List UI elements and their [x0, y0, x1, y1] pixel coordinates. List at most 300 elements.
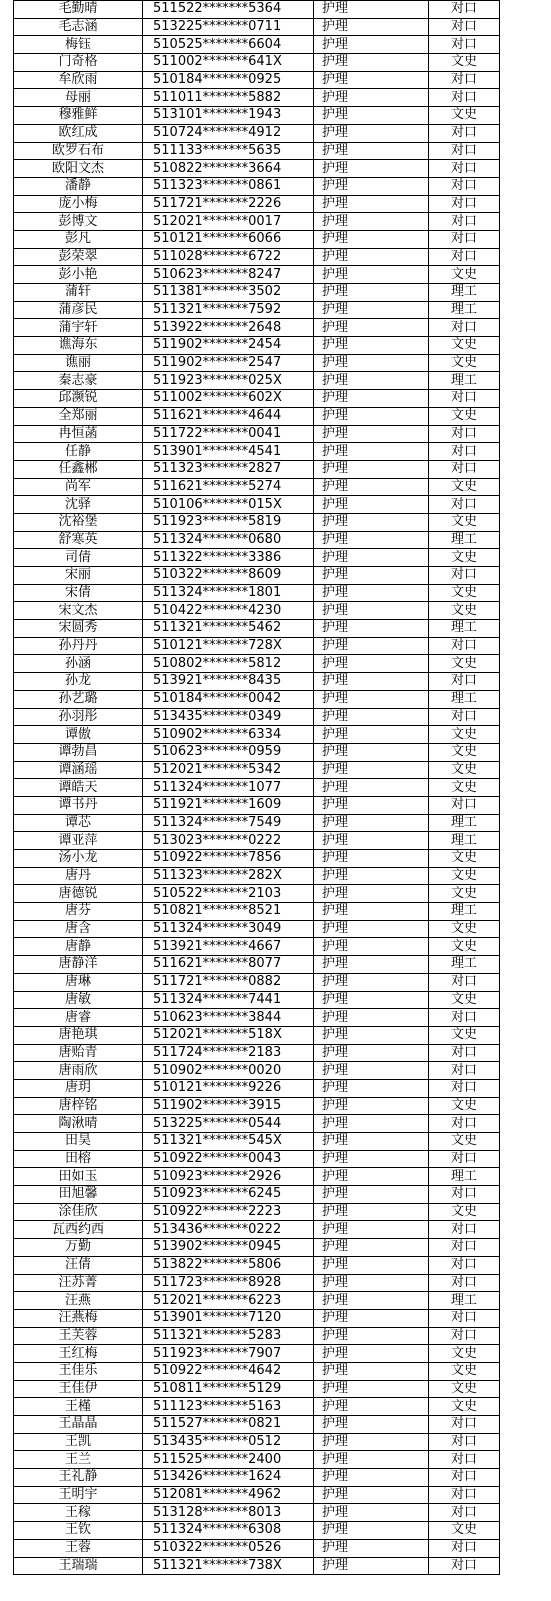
admission-category-cell: 对口 — [429, 796, 500, 814]
major-cell: 护理 — [314, 1398, 429, 1416]
table-row — [14, 991, 500, 1009]
table-row — [14, 1522, 500, 1540]
student-name-cell: 王礼静 — [14, 1469, 143, 1487]
admission-category-cell: 对口 — [429, 973, 500, 991]
table-row — [14, 673, 500, 691]
table-row — [14, 107, 500, 125]
table-row — [14, 549, 500, 567]
major-cell: 护理 — [314, 124, 429, 142]
major-cell: 护理 — [314, 1062, 429, 1080]
major-cell: 护理 — [314, 531, 429, 549]
student-name-cell: 唐丹 — [14, 867, 143, 885]
table-row — [14, 71, 500, 89]
table-row — [14, 337, 500, 355]
student-name-cell: 宋文杰 — [14, 602, 143, 620]
table-row — [14, 655, 500, 673]
major-cell: 护理 — [314, 248, 429, 266]
admission-category-cell: 文史 — [429, 885, 500, 903]
student-name-cell: 谭书丹 — [14, 796, 143, 814]
id-number-cell: 513436*******0222 — [143, 1221, 314, 1239]
admission-category-cell: 对口 — [429, 443, 500, 461]
major-cell: 护理 — [314, 213, 429, 231]
admission-category-cell: 文史 — [429, 867, 500, 885]
student-name-cell: 唐静洋 — [14, 956, 143, 974]
admission-category-cell: 文史 — [429, 743, 500, 761]
major-cell: 护理 — [314, 1274, 429, 1292]
table-row — [14, 1239, 500, 1257]
student-name-cell: 孙艺璐 — [14, 690, 143, 708]
major-cell: 护理 — [314, 1115, 429, 1133]
major-cell: 护理 — [314, 478, 429, 496]
admission-category-cell: 对口 — [429, 1256, 500, 1274]
admission-category-cell: 文史 — [429, 584, 500, 602]
table-row — [14, 1451, 500, 1469]
table-row — [14, 920, 500, 938]
table-row — [14, 213, 500, 231]
table-row — [14, 160, 500, 178]
admission-category-cell: 对口 — [429, 460, 500, 478]
id-number-cell: 511923*******5819 — [143, 513, 314, 531]
admission-category-cell: 理工 — [429, 690, 500, 708]
major-cell: 护理 — [314, 1486, 429, 1504]
table-row — [14, 1486, 500, 1504]
student-name-cell: 唐玥 — [14, 1079, 143, 1097]
table-row — [14, 1345, 500, 1363]
admission-category-cell: 文史 — [429, 920, 500, 938]
table-row — [14, 124, 500, 142]
major-cell: 护理 — [314, 1079, 429, 1097]
id-number-cell: 510902*******0020 — [143, 1062, 314, 1080]
student-name-cell: 梅钰 — [14, 36, 143, 54]
id-number-cell: 512021*******0017 — [143, 213, 314, 231]
id-number-cell: 513921*******4667 — [143, 938, 314, 956]
id-number-cell: 510902*******6334 — [143, 726, 314, 744]
id-number-cell: 512021*******518X — [143, 1026, 314, 1044]
admission-category-cell: 对口 — [429, 1274, 500, 1292]
table-row — [14, 832, 500, 850]
major-cell: 护理 — [314, 1522, 429, 1540]
student-name-cell: 唐艳琪 — [14, 1026, 143, 1044]
major-cell: 护理 — [314, 1026, 429, 1044]
student-name-cell: 母丽 — [14, 89, 143, 107]
id-number-cell: 511525*******2400 — [143, 1451, 314, 1469]
id-number-cell: 510923*******6245 — [143, 1186, 314, 1204]
major-cell: 护理 — [314, 337, 429, 355]
id-number-cell: 511321*******5462 — [143, 620, 314, 638]
major-cell: 护理 — [314, 54, 429, 72]
table-row — [14, 867, 500, 885]
id-number-cell: 510821*******8521 — [143, 903, 314, 921]
table-row — [14, 142, 500, 160]
table-row — [14, 1433, 500, 1451]
table-row — [14, 460, 500, 478]
admission-category-cell: 文史 — [429, 54, 500, 72]
admission-category-cell: 文史 — [429, 850, 500, 868]
major-cell: 护理 — [314, 1504, 429, 1522]
student-name-cell: 宋圆秀 — [14, 620, 143, 638]
id-number-cell: 510923*******2926 — [143, 1168, 314, 1186]
student-name-cell: 唐芬 — [14, 903, 143, 921]
student-name-cell: 田如玉 — [14, 1168, 143, 1186]
table-row — [14, 248, 500, 266]
table-row — [14, 1469, 500, 1487]
student-name-cell: 唐梓铭 — [14, 1097, 143, 1115]
table-row — [14, 1, 500, 19]
id-number-cell: 510184*******0925 — [143, 71, 314, 89]
table-row — [14, 301, 500, 319]
admission-category-cell: 文史 — [429, 761, 500, 779]
student-name-cell: 唐贻青 — [14, 1044, 143, 1062]
admission-category-cell: 文史 — [429, 991, 500, 1009]
admission-category-cell: 对口 — [429, 1044, 500, 1062]
major-cell: 护理 — [314, 673, 429, 691]
table-row — [14, 89, 500, 107]
major-cell: 护理 — [314, 107, 429, 125]
table-row — [14, 1557, 500, 1575]
id-number-cell: 511724*******2183 — [143, 1044, 314, 1062]
student-name-cell: 唐含 — [14, 920, 143, 938]
student-name-cell: 王佳乐 — [14, 1362, 143, 1380]
admission-category-cell: 对口 — [429, 567, 500, 585]
id-number-cell: 511324*******6308 — [143, 1522, 314, 1540]
id-number-cell: 511621*******5274 — [143, 478, 314, 496]
id-number-cell: 510121*******6066 — [143, 230, 314, 248]
admission-category-cell: 文史 — [429, 602, 500, 620]
major-cell: 护理 — [314, 1345, 429, 1363]
table-row — [14, 478, 500, 496]
student-name-cell: 田榕 — [14, 1150, 143, 1168]
id-number-cell: 511323*******282X — [143, 867, 314, 885]
id-number-cell: 511902*******2547 — [143, 354, 314, 372]
admission-category-cell: 文史 — [429, 354, 500, 372]
student-name-cell: 欧红成 — [14, 124, 143, 142]
id-number-cell: 513225*******0711 — [143, 18, 314, 36]
major-cell: 护理 — [314, 372, 429, 390]
major-cell: 护理 — [314, 443, 429, 461]
id-number-cell: 513921*******8435 — [143, 673, 314, 691]
student-name-cell: 宋倩 — [14, 584, 143, 602]
admission-category-cell: 理工 — [429, 1292, 500, 1310]
student-name-cell: 汪燕 — [14, 1292, 143, 1310]
id-number-cell: 511321*******5283 — [143, 1327, 314, 1345]
table-row — [14, 1186, 500, 1204]
student-name-cell: 尚军 — [14, 478, 143, 496]
student-name-cell: 沈驿 — [14, 496, 143, 514]
table-row — [14, 1150, 500, 1168]
student-name-cell: 任静 — [14, 443, 143, 461]
major-cell: 护理 — [314, 1186, 429, 1204]
admission-category-cell: 文史 — [429, 1345, 500, 1363]
major-cell: 护理 — [314, 602, 429, 620]
major-cell: 护理 — [314, 1168, 429, 1186]
table-row — [14, 761, 500, 779]
admission-category-cell: 对口 — [429, 1079, 500, 1097]
table-row — [14, 266, 500, 284]
admission-category-cell: 文史 — [429, 1522, 500, 1540]
major-cell: 护理 — [314, 761, 429, 779]
admission-category-cell: 对口 — [429, 213, 500, 231]
table-row — [14, 407, 500, 425]
id-number-cell: 511921*******1609 — [143, 796, 314, 814]
admission-category-cell: 对口 — [429, 1433, 500, 1451]
id-number-cell: 510724*******4912 — [143, 124, 314, 142]
id-number-cell: 511321*******738X — [143, 1557, 314, 1575]
table-row — [14, 743, 500, 761]
student-name-cell: 谭皓天 — [14, 779, 143, 797]
admission-category-cell: 对口 — [429, 1539, 500, 1557]
major-cell: 护理 — [314, 743, 429, 761]
student-name-cell: 王瑞瑞 — [14, 1557, 143, 1575]
admission-category-cell: 对口 — [429, 71, 500, 89]
id-number-cell: 510422*******4230 — [143, 602, 314, 620]
admission-category-cell: 对口 — [429, 1062, 500, 1080]
table-row — [14, 1133, 500, 1151]
admission-category-cell: 对口 — [429, 36, 500, 54]
student-name-cell: 王兰 — [14, 1451, 143, 1469]
id-number-cell: 511902*******2454 — [143, 337, 314, 355]
roster-body — [14, 1, 500, 1575]
id-number-cell: 511002*******641X — [143, 54, 314, 72]
admission-category-cell: 文史 — [429, 1203, 500, 1221]
student-name-cell: 唐静 — [14, 938, 143, 956]
id-number-cell: 510822*******3664 — [143, 160, 314, 178]
table-row — [14, 1256, 500, 1274]
id-number-cell: 511133*******5635 — [143, 142, 314, 160]
major-cell: 护理 — [314, 1133, 429, 1151]
id-number-cell: 511902*******3915 — [143, 1097, 314, 1115]
id-number-cell: 511002*******602X — [143, 390, 314, 408]
id-number-cell: 511324*******7549 — [143, 814, 314, 832]
id-number-cell: 513426*******1624 — [143, 1469, 314, 1487]
student-name-cell: 万勤 — [14, 1239, 143, 1257]
table-row — [14, 637, 500, 655]
admission-category-cell: 文史 — [429, 266, 500, 284]
admission-category-cell: 对口 — [429, 18, 500, 36]
major-cell: 护理 — [314, 832, 429, 850]
table-row — [14, 938, 500, 956]
major-cell: 护理 — [314, 496, 429, 514]
student-name-cell: 王芙蓉 — [14, 1327, 143, 1345]
id-number-cell: 510121*******9226 — [143, 1079, 314, 1097]
student-name-cell: 彭小艳 — [14, 266, 143, 284]
table-row — [14, 567, 500, 585]
major-cell: 护理 — [314, 814, 429, 832]
id-number-cell: 511522*******5364 — [143, 1, 314, 19]
student-name-cell: 潘静 — [14, 177, 143, 195]
table-row — [14, 1292, 500, 1310]
major-cell: 护理 — [314, 1150, 429, 1168]
id-number-cell: 511381*******3502 — [143, 284, 314, 302]
admission-category-cell: 文史 — [429, 726, 500, 744]
table-row — [14, 1327, 500, 1345]
student-name-cell: 秦志豪 — [14, 372, 143, 390]
admission-category-cell: 文史 — [429, 407, 500, 425]
major-cell: 护理 — [314, 779, 429, 797]
major-cell: 护理 — [314, 1239, 429, 1257]
major-cell: 护理 — [314, 655, 429, 673]
major-cell: 护理 — [314, 1097, 429, 1115]
id-number-cell: 511527*******0821 — [143, 1416, 314, 1434]
major-cell: 护理 — [314, 1380, 429, 1398]
table-row — [14, 443, 500, 461]
id-number-cell: 510106*******015X — [143, 496, 314, 514]
admission-category-cell: 文史 — [429, 549, 500, 567]
major-cell: 护理 — [314, 1327, 429, 1345]
id-number-cell: 510623*******8247 — [143, 266, 314, 284]
major-cell: 护理 — [314, 1292, 429, 1310]
table-row — [14, 1044, 500, 1062]
student-roster-table — [13, 0, 500, 1575]
student-name-cell: 蒲轩 — [14, 284, 143, 302]
student-name-cell: 门奇格 — [14, 54, 143, 72]
major-cell: 护理 — [314, 284, 429, 302]
table-row — [14, 390, 500, 408]
id-number-cell: 510922*******0043 — [143, 1150, 314, 1168]
id-number-cell: 511321*******545X — [143, 1133, 314, 1151]
student-name-cell: 汪倩 — [14, 1256, 143, 1274]
id-number-cell: 513128*******8013 — [143, 1504, 314, 1522]
id-number-cell: 510322*******8609 — [143, 567, 314, 585]
admission-category-cell: 对口 — [429, 1309, 500, 1327]
admission-category-cell: 对口 — [429, 1186, 500, 1204]
admission-category-cell: 文史 — [429, 1380, 500, 1398]
student-name-cell: 唐睿 — [14, 1009, 143, 1027]
table-row — [14, 620, 500, 638]
admission-category-cell: 对口 — [429, 1221, 500, 1239]
id-number-cell: 511721*******0882 — [143, 973, 314, 991]
student-name-cell: 孙涵 — [14, 655, 143, 673]
table-row — [14, 779, 500, 797]
student-name-cell: 王明宇 — [14, 1486, 143, 1504]
id-number-cell: 511324*******0680 — [143, 531, 314, 549]
admission-category-cell: 理工 — [429, 620, 500, 638]
student-name-cell: 瓦西约西 — [14, 1221, 143, 1239]
major-cell: 护理 — [314, 1539, 429, 1557]
table-row — [14, 903, 500, 921]
admission-category-cell: 对口 — [429, 1009, 500, 1027]
major-cell: 护理 — [314, 708, 429, 726]
table-row — [14, 230, 500, 248]
admission-category-cell: 理工 — [429, 1168, 500, 1186]
id-number-cell: 513922*******2648 — [143, 319, 314, 337]
admission-category-cell: 对口 — [429, 1486, 500, 1504]
id-number-cell: 511123*******5163 — [143, 1398, 314, 1416]
table-row — [14, 1203, 500, 1221]
table-row — [14, 690, 500, 708]
major-cell: 护理 — [314, 726, 429, 744]
id-number-cell: 510811*******5129 — [143, 1380, 314, 1398]
major-cell: 护理 — [314, 319, 429, 337]
admission-category-cell: 对口 — [429, 1504, 500, 1522]
id-number-cell: 510522*******2103 — [143, 885, 314, 903]
id-number-cell: 511322*******3386 — [143, 549, 314, 567]
major-cell: 护理 — [314, 1009, 429, 1027]
admission-category-cell: 文史 — [429, 1097, 500, 1115]
major-cell: 护理 — [314, 266, 429, 284]
student-name-cell: 唐雨欣 — [14, 1062, 143, 1080]
id-number-cell: 513902*******0945 — [143, 1239, 314, 1257]
id-number-cell: 511324*******3049 — [143, 920, 314, 938]
student-name-cell: 全郑丽 — [14, 407, 143, 425]
major-cell: 护理 — [314, 71, 429, 89]
id-number-cell: 511323*******0861 — [143, 177, 314, 195]
major-cell: 护理 — [314, 885, 429, 903]
major-cell: 护理 — [314, 637, 429, 655]
major-cell: 护理 — [314, 584, 429, 602]
admission-category-cell: 理工 — [429, 372, 500, 390]
table-row — [14, 1168, 500, 1186]
student-name-cell: 涂佳欣 — [14, 1203, 143, 1221]
student-name-cell: 宋丽 — [14, 567, 143, 585]
student-name-cell: 王晶晶 — [14, 1416, 143, 1434]
table-row — [14, 1309, 500, 1327]
id-number-cell: 511923*******7907 — [143, 1345, 314, 1363]
student-name-cell: 汪苏菁 — [14, 1274, 143, 1292]
student-name-cell: 汤小龙 — [14, 850, 143, 868]
student-name-cell: 孙羽彤 — [14, 708, 143, 726]
major-cell: 护理 — [314, 850, 429, 868]
table-row — [14, 796, 500, 814]
id-number-cell: 511324*******7441 — [143, 991, 314, 1009]
student-name-cell: 王钦 — [14, 1522, 143, 1540]
id-number-cell: 511324*******1077 — [143, 779, 314, 797]
table-row — [14, 1504, 500, 1522]
major-cell: 护理 — [314, 796, 429, 814]
id-number-cell: 510922*******2223 — [143, 1203, 314, 1221]
student-name-cell: 司倩 — [14, 549, 143, 567]
table-row — [14, 496, 500, 514]
major-cell: 护理 — [314, 160, 429, 178]
admission-category-cell: 理工 — [429, 832, 500, 850]
student-name-cell: 王凯 — [14, 1433, 143, 1451]
student-name-cell: 庞小梅 — [14, 195, 143, 213]
id-number-cell: 511324*******1801 — [143, 584, 314, 602]
admission-category-cell: 文史 — [429, 1362, 500, 1380]
major-cell: 护理 — [314, 1469, 429, 1487]
student-name-cell: 任鑫郴 — [14, 460, 143, 478]
admission-category-cell: 对口 — [429, 1327, 500, 1345]
id-number-cell: 510184*******0042 — [143, 690, 314, 708]
table-row — [14, 319, 500, 337]
admission-category-cell: 理工 — [429, 531, 500, 549]
major-cell: 护理 — [314, 1451, 429, 1469]
id-number-cell: 510121*******728X — [143, 637, 314, 655]
major-cell: 护理 — [314, 1309, 429, 1327]
student-name-cell: 欧罗石布 — [14, 142, 143, 160]
major-cell: 护理 — [314, 973, 429, 991]
student-name-cell: 沈裕堡 — [14, 513, 143, 531]
id-number-cell: 512081*******4962 — [143, 1486, 314, 1504]
major-cell: 护理 — [314, 513, 429, 531]
major-cell: 护理 — [314, 1416, 429, 1434]
table-row — [14, 54, 500, 72]
table-row — [14, 177, 500, 195]
table-row — [14, 354, 500, 372]
table-row — [14, 1398, 500, 1416]
student-name-cell: 唐琳 — [14, 973, 143, 991]
table-row — [14, 1009, 500, 1027]
student-name-cell: 毛志涵 — [14, 18, 143, 36]
student-name-cell: 田昊 — [14, 1133, 143, 1151]
student-name-cell: 王稼 — [14, 1504, 143, 1522]
admission-category-cell: 文史 — [429, 513, 500, 531]
major-cell: 护理 — [314, 567, 429, 585]
student-name-cell: 穆雅鲜 — [14, 107, 143, 125]
admission-category-cell: 对口 — [429, 1469, 500, 1487]
table-row — [14, 1380, 500, 1398]
id-number-cell: 511028*******6722 — [143, 248, 314, 266]
id-number-cell: 510623*******0959 — [143, 743, 314, 761]
